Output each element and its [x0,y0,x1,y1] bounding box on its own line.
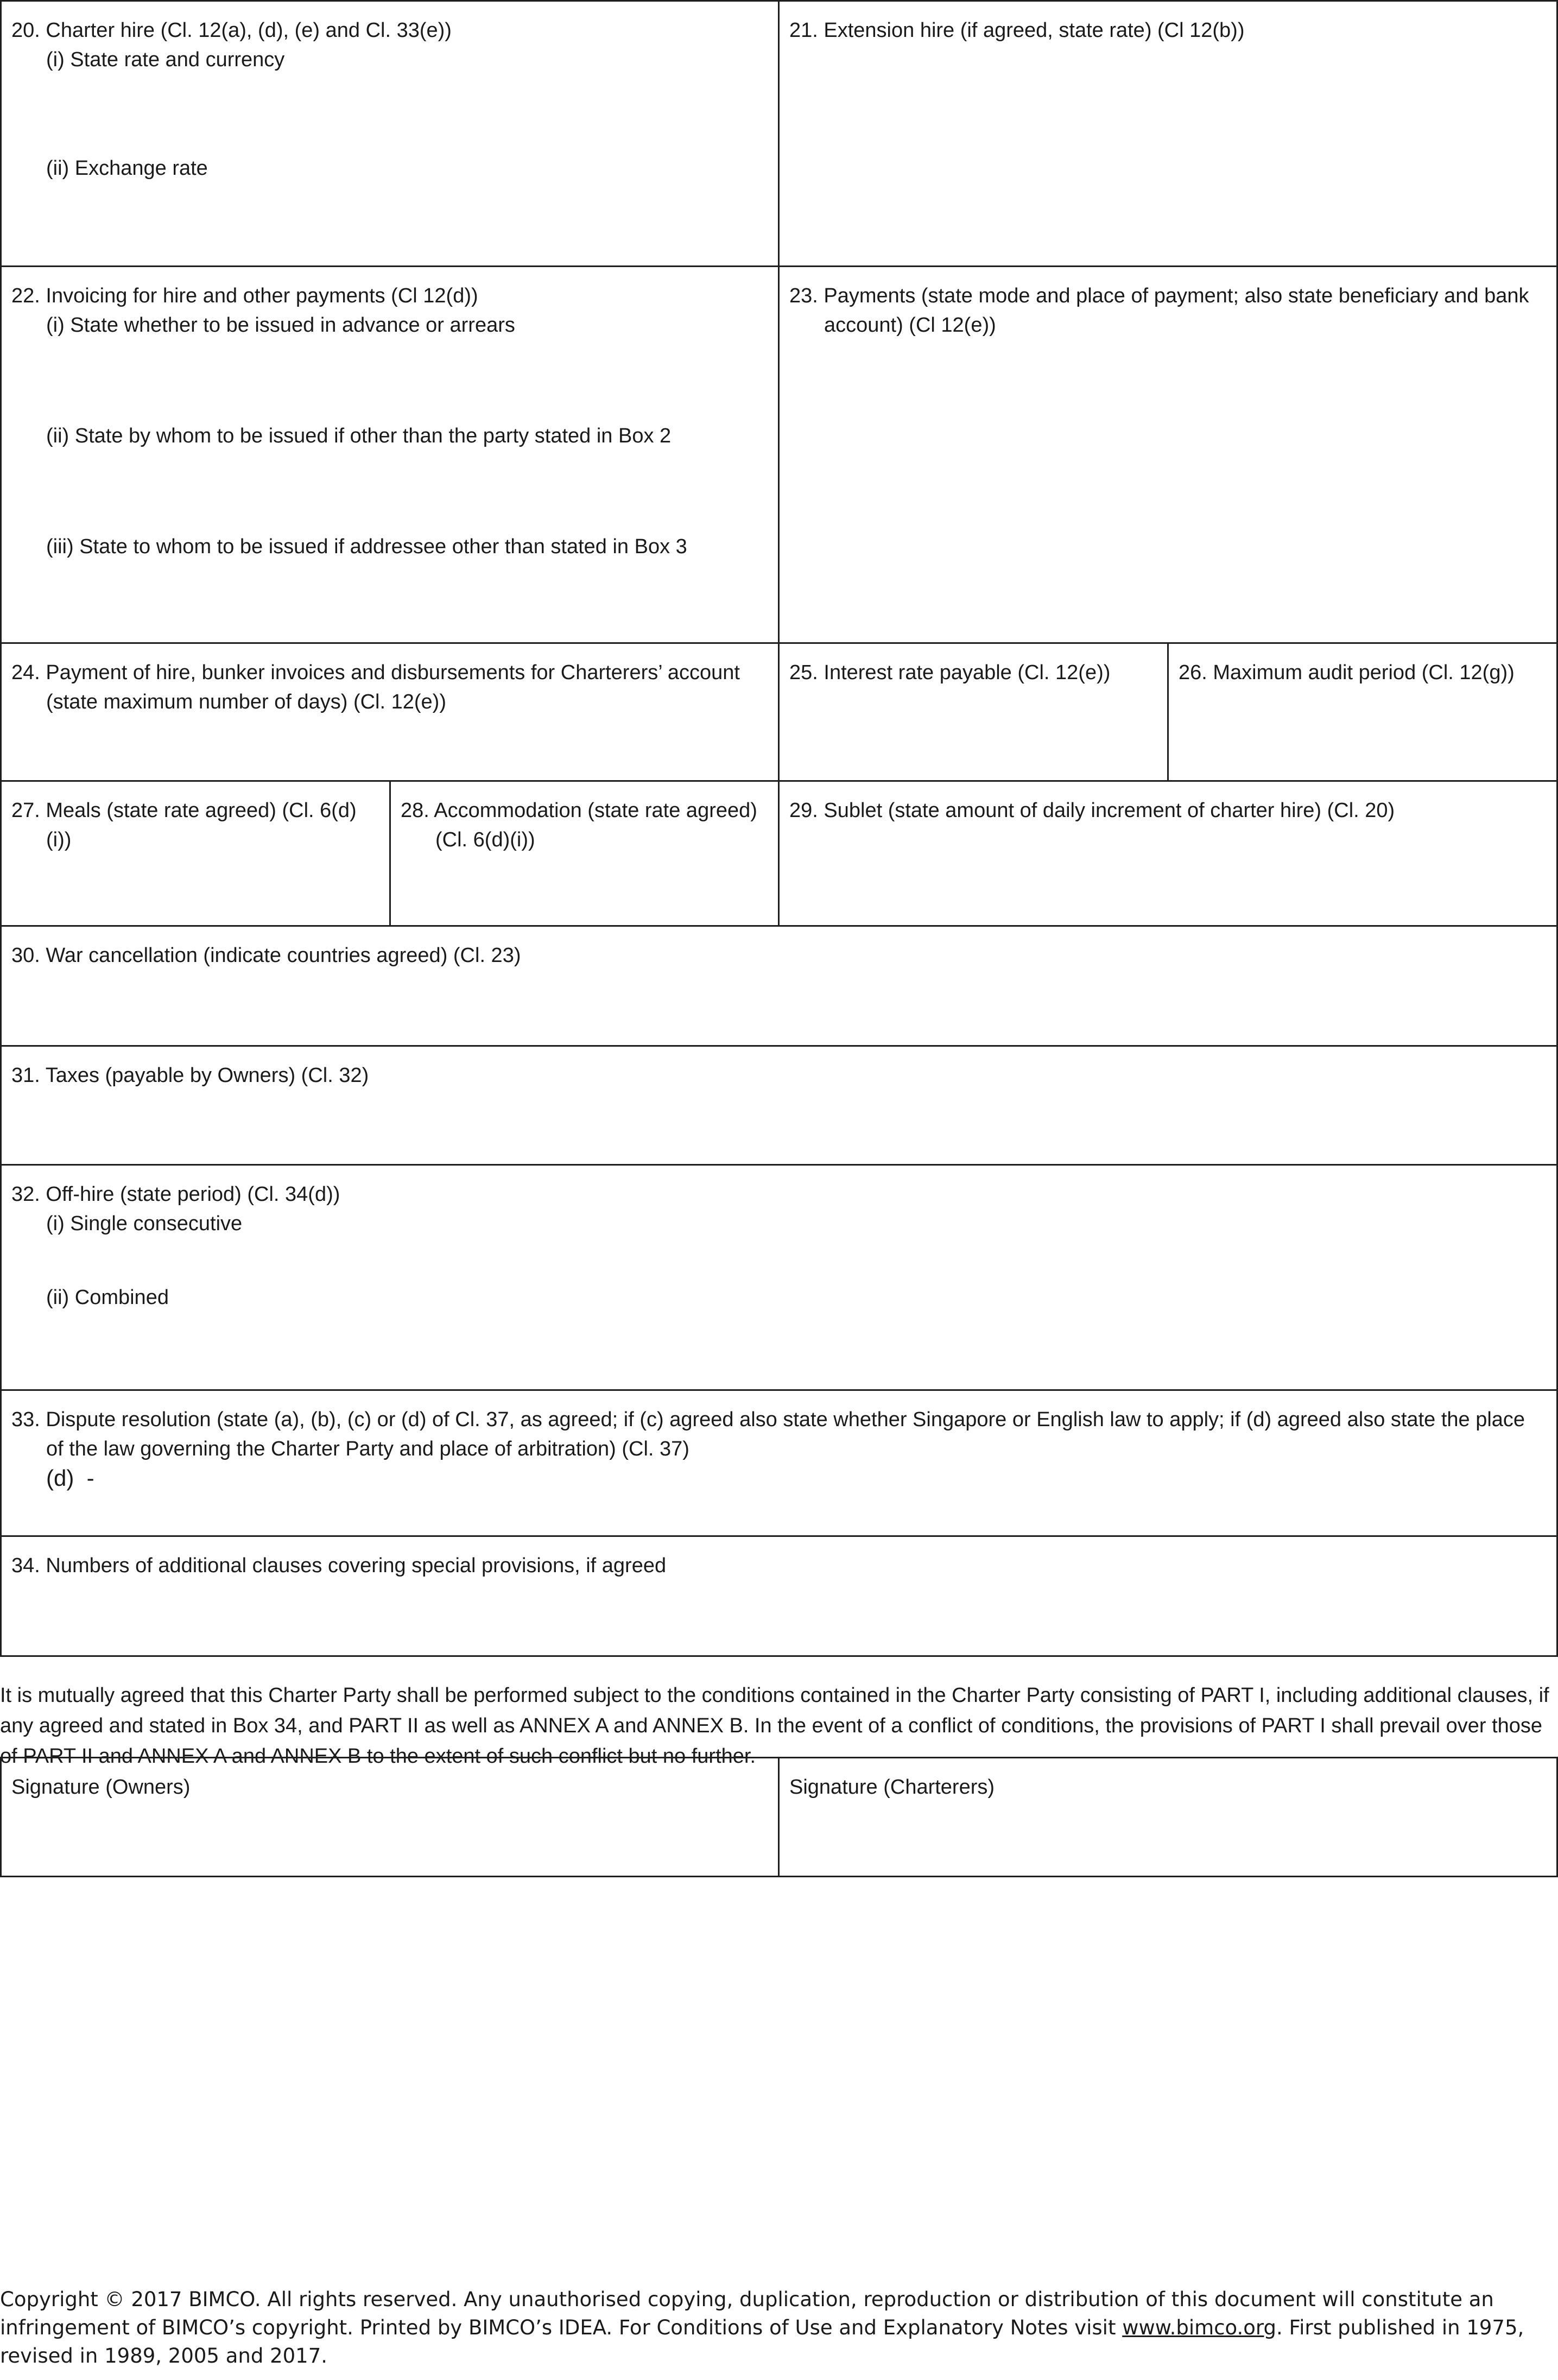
box-25-title: 25. Interest rate payable (Cl. 12(e)) [789,661,1111,684]
signature-owners-label: Signature (Owners) [11,1776,191,1799]
box-32-off-hire[interactable] [0,1164,1558,1391]
box-22-issued-to-label: (iii) State to whom to be issued if addressee other than stated in Box 3 [46,535,687,558]
box-22-title: 22. Invoicing for hire and other payments (Cl 12(d)) [11,284,478,307]
box-24-title: 24. Payment of hire, bunker invoices and disbursements for Charterers’ account (state maximum number of days) (Cl. 12(e)) [11,661,740,713]
box-27-meals[interactable] [0,780,391,927]
box-30-war-cancellation[interactable] [0,925,1558,1047]
box-28-title: 28. Accommodation (state rate agreed) (Cl. 6(d)(i)) [401,799,757,851]
box-20-title: 20. Charter hire (Cl. 12(a), (d), (e) and Cl. 33(e)) [11,19,452,42]
box-22-invoicing[interactable] [0,265,780,644]
box-34-title: 34. Numbers of additional clauses covering special provisions, if agreed [11,1554,667,1577]
box-32-title: 32. Off-hire (state period) (Cl. 34(d)) [11,1183,340,1206]
box-27-title: 27. Meals (state rate agreed) (Cl. 6(d)(i)) [11,799,357,851]
signature-charterers-label: Signature (Charterers) [789,1776,995,1799]
box-25-interest-rate[interactable] [778,642,1169,782]
box-23-title: 23. Payments (state mode and place of payment; also state beneficiary and bank account) (Cl 12(e)) [789,284,1529,337]
box-31-title: 31. Taxes (payable by Owners) (Cl. 32) [11,1064,369,1087]
box-21-extension-hire[interactable] [778,0,1558,267]
footer-text-start: Copyright © 2017 BIMCO. All rights reserved. Any unauthorised copying, duplication, reproduction or distribution of this document will constitute an infringement of BIMCO’s copyright. Printed by BIMCO’s IDEA. For Conditions of Use and Explanatory Notes visit [0,2288,1494,2339]
box-26-audit-period[interactable] [1167,642,1558,782]
box-22-advance-arrears-label: (i) State whether to be issued in advance or arrears [46,314,515,337]
box-20-exchange-rate-label: (ii) Exchange rate [46,157,208,180]
footer-text-end: . First published in 1975, revised in 1989, 2005 and 2017. [0,2316,1524,2368]
box-33-selected-option: (d) - [46,1465,94,1491]
box-34-additional-clauses[interactable] [0,1535,1558,1657]
copyright-footer [0,2286,1553,2370]
signature-charterers-box[interactable] [778,1757,1558,1877]
box-32-combined-label: (ii) Combined [46,1286,169,1309]
box-21-title: 21. Extension hire (if agreed, state rate) (Cl 12(b)) [789,19,1245,42]
box-26-title: 26. Maximum audit period (Cl. 12(g)) [1179,661,1515,684]
box-20-rate-currency-label: (i) State rate and currency [46,48,285,71]
signature-owners-box[interactable] [0,1757,780,1877]
box-32-single-consecutive-label: (i) Single consecutive [46,1212,243,1235]
box-33-dispute-resolution[interactable] [0,1389,1558,1537]
box-24-payment-of-hire[interactable] [0,642,780,782]
box-29-title: 29. Sublet (state amount of daily increment of charter hire) (Cl. 20) [789,799,1395,822]
agreement-paragraph: It is mutually agreed that this Charter Party shall be performed subject to the conditions contained in the Charter Party consisting of PART I, including additional clauses, if any agreed and stated in Box 34, and PART II as well as ANNEX A and ANNEX B. In the event of a conflict of conditions, the provisions of PART I shall prevail over those of PART II and ANNEX A and ANNEX B to the extent of such conflict but no further. [0,1684,1549,1768]
box-23-payments[interactable] [778,265,1558,644]
box-29-sublet[interactable] [778,780,1558,927]
box-28-accommodation[interactable] [389,780,780,927]
box-31-taxes[interactable] [0,1045,1558,1166]
box-20-charter-hire[interactable] [0,0,780,267]
box-33-title: 33. Dispute resolution (state (a), (b), (c) or (d) of Cl. 37, as agreed; if (c) agreed also state whether Singapore or English law to apply; if (d) agreed also state the place of the law governing the Charter Party and place of arbitration) (Cl. 37) [11,1408,1525,1460]
bimco-website-link[interactable]: www.bimco.org [1122,2316,1276,2339]
box-30-title: 30. War cancellation (indicate countries agreed) (Cl. 23) [11,944,521,967]
box-22-issued-by-label: (ii) State by whom to be issued if other than the party stated in Box 2 [46,425,672,447]
